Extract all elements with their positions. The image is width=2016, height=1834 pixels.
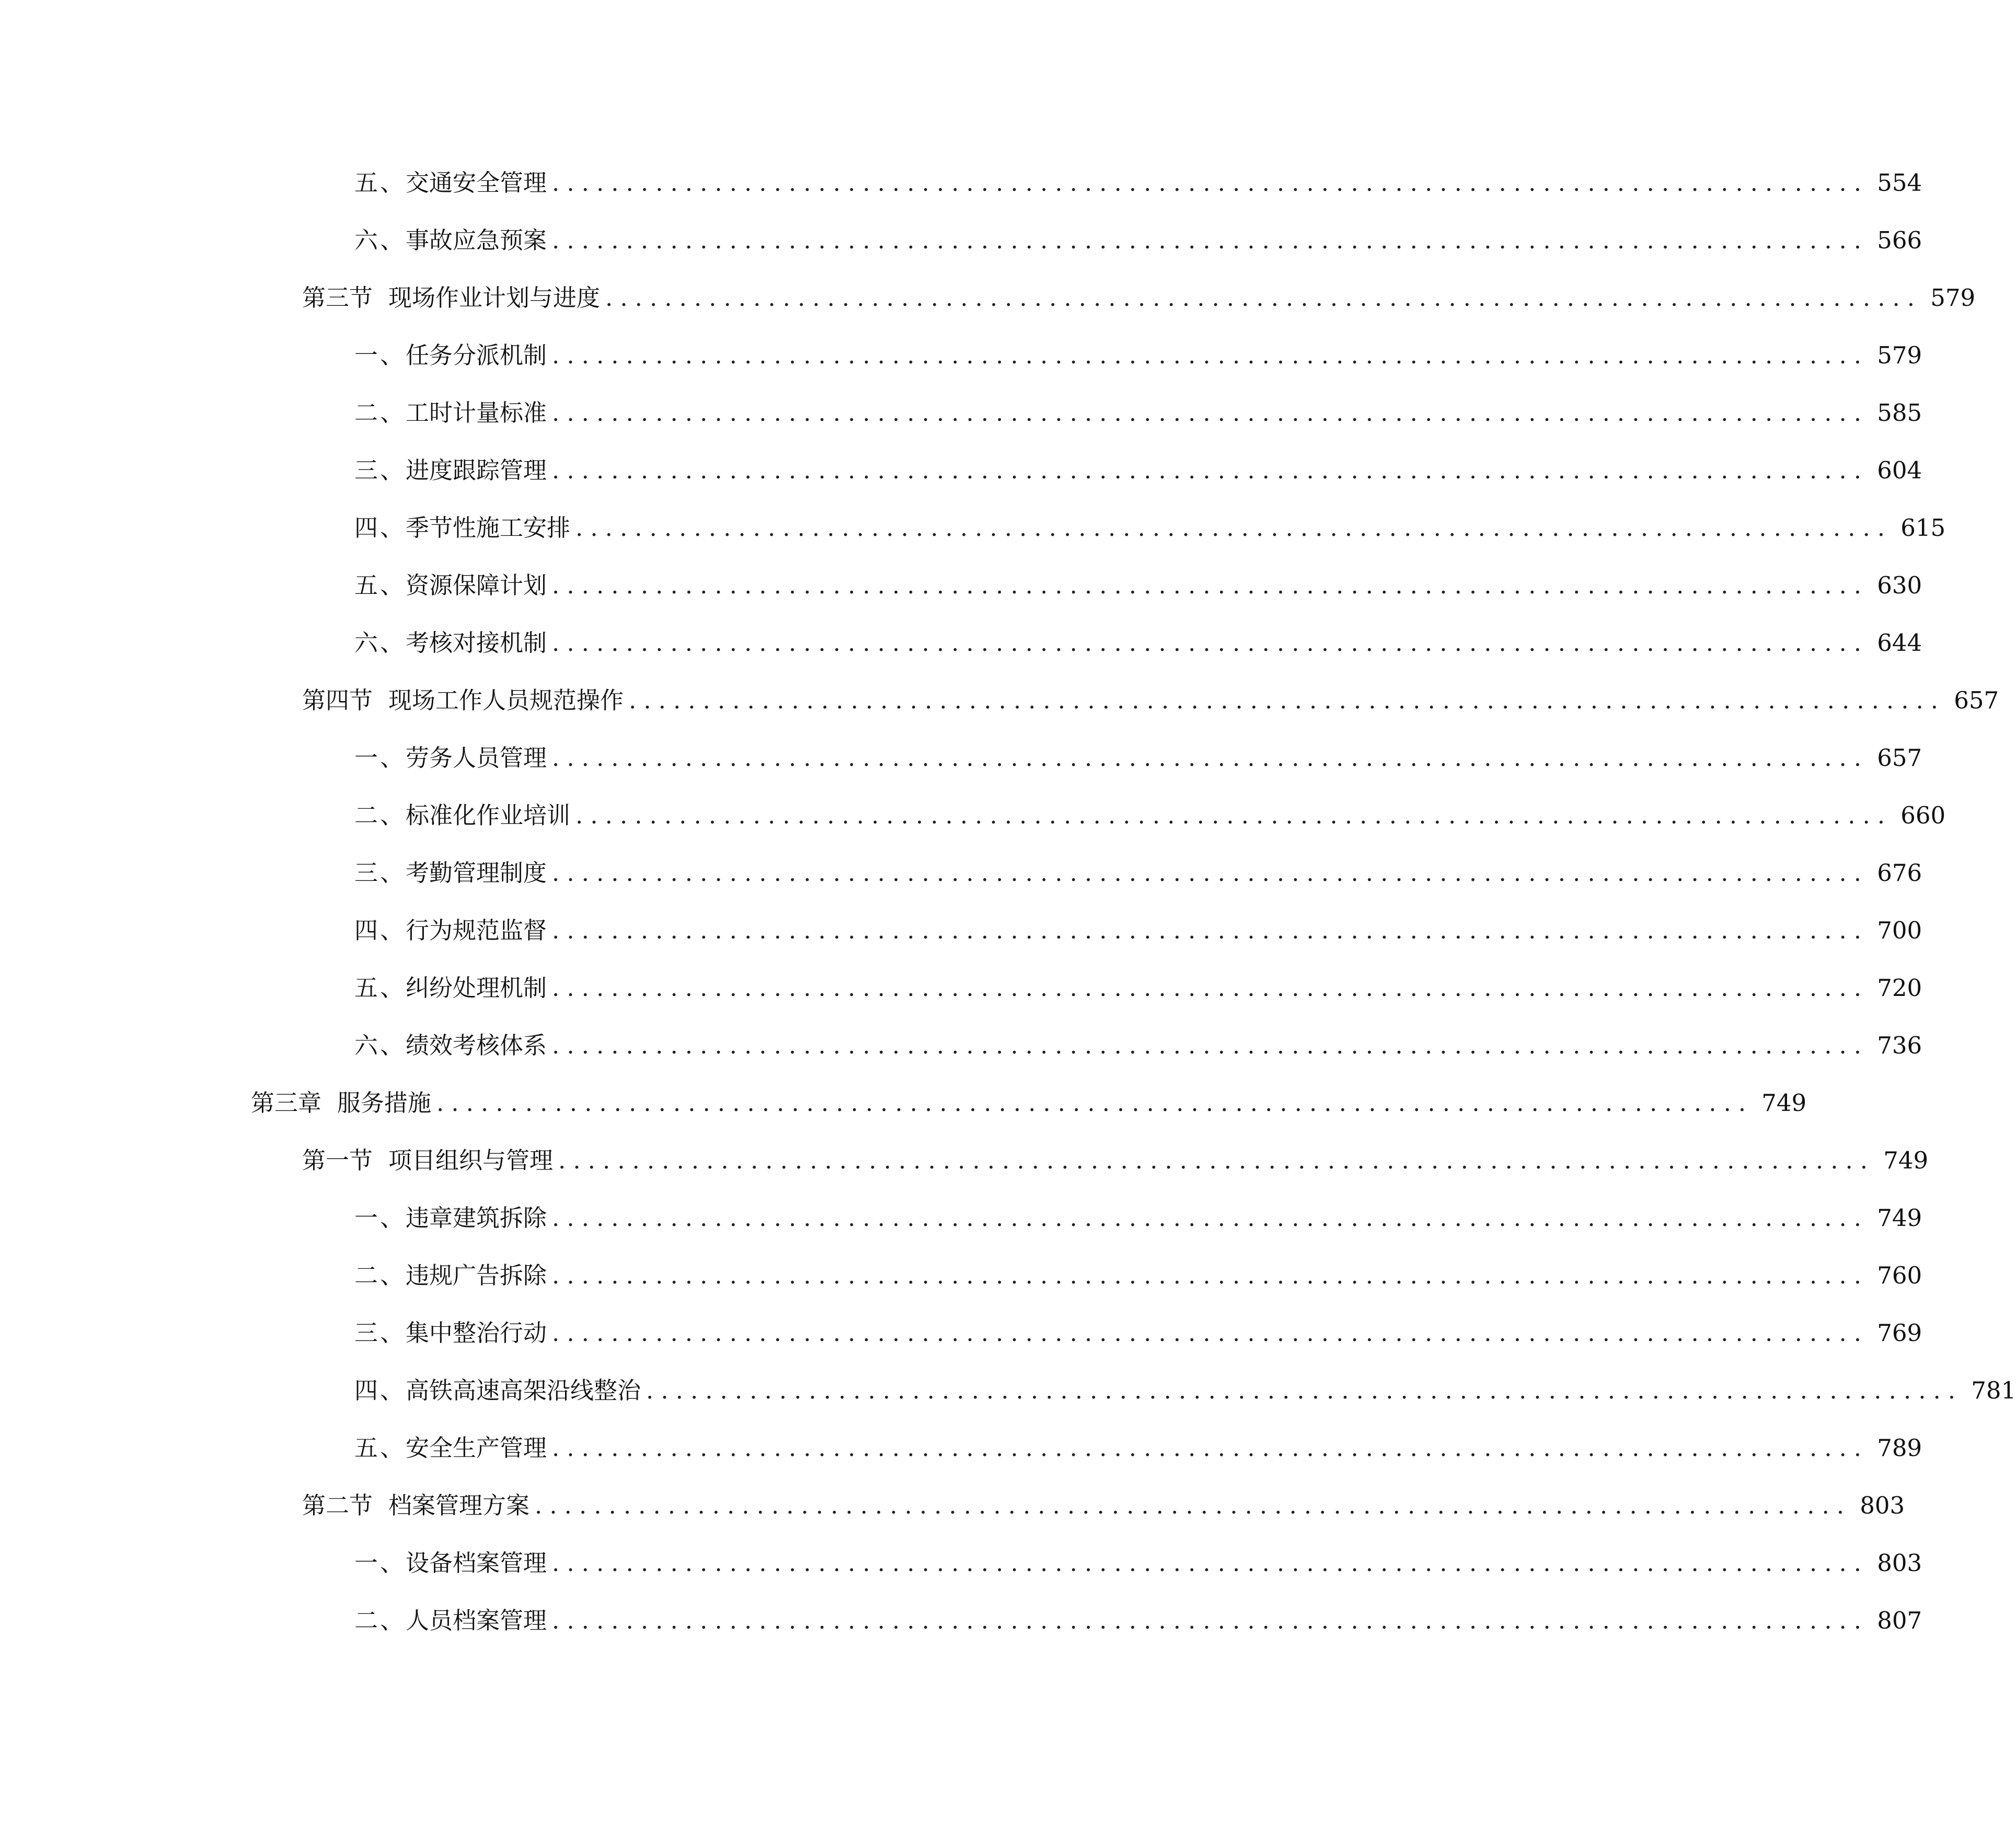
toc-entry-page: 769	[1877, 1319, 1922, 1347]
toc-entry-page: 579	[1930, 284, 1976, 312]
toc-entry-title: 考勤管理制度	[406, 859, 547, 887]
toc-entry[interactable]	[354, 795, 1946, 836]
toc-entry-page: 630	[1877, 571, 1922, 599]
toc-entry-title: 季节性施工安排	[406, 514, 571, 542]
toc-leader-dots: .........................................................................................	[575, 514, 1893, 542]
toc-entry-page: 781	[1971, 1377, 2016, 1404]
toc-entry-number: 四、	[354, 514, 406, 542]
toc-entry-title: 工时计量标准	[406, 399, 547, 427]
toc-entry-number: 六、	[354, 629, 406, 657]
toc-entry[interactable]	[354, 450, 1922, 491]
toc-entry-title: 档案管理方案	[388, 1492, 530, 1519]
toc-leader-dots: .........................................................................................	[575, 801, 1893, 829]
toc-entry-page: 789	[1877, 1434, 1922, 1462]
toc-entry[interactable]	[302, 1140, 1929, 1182]
toc-entry-title: 现场作业计划与进度	[388, 284, 601, 312]
toc-entry[interactable]	[354, 565, 1922, 606]
toc-entry[interactable]	[354, 1025, 1922, 1067]
toc-entry-page: 749	[1761, 1089, 1807, 1117]
toc-entry-number: 四、	[354, 1377, 406, 1404]
toc-entry-title: 行为规范监督	[406, 916, 547, 944]
toc-leader-dots: .........................................................................................	[552, 629, 1869, 657]
toc-leader-dots: .........................................................................................	[552, 1607, 1869, 1634]
toc-entry-title: 标准化作业培训	[406, 801, 571, 829]
toc-leader-dots: .........................................................................................	[436, 1089, 1754, 1117]
toc-entry-page: 604	[1877, 456, 1922, 484]
toc-entry[interactable]	[302, 277, 1976, 319]
toc-entry-number: 三、	[354, 1319, 406, 1347]
toc-leader-dots: .........................................................................................	[552, 571, 1869, 599]
toc-entry-number: 第一节	[302, 1147, 373, 1174]
toc-leader-dots: .........................................................................................	[552, 859, 1869, 887]
toc-entry-title: 设备档案管理	[406, 1549, 547, 1577]
toc-entry[interactable]	[354, 1427, 1922, 1469]
toc-entry-page: 657	[1877, 744, 1922, 772]
toc-entry[interactable]	[354, 622, 1922, 664]
toc-entry-page: 700	[1877, 916, 1922, 944]
toc-entry-title: 任务分派机制	[406, 341, 547, 369]
toc-entry-number: 第四节	[302, 686, 373, 714]
toc-entry[interactable]	[251, 1082, 1807, 1124]
toc-entry-title: 违章建筑拆除	[406, 1204, 547, 1232]
toc-entry[interactable]	[354, 1600, 1922, 1642]
toc-entry-title: 事故应急预案	[406, 226, 547, 254]
toc-entry[interactable]	[354, 392, 1922, 434]
toc-entry-number: 五、	[354, 169, 406, 197]
toc-entry[interactable]	[302, 680, 1999, 721]
toc-entry-page: 585	[1877, 399, 1922, 427]
toc-entry-page: 644	[1877, 629, 1922, 657]
toc-entry[interactable]	[354, 852, 1922, 894]
toc-entry-page: 720	[1877, 974, 1922, 1002]
toc-entry-page: 579	[1877, 341, 1922, 369]
toc-entry[interactable]	[354, 1312, 1922, 1354]
toc-leader-dots: .........................................................................................	[558, 1147, 1875, 1174]
toc-leader-dots: .........................................................................................	[552, 1204, 1869, 1232]
toc-entry-title: 考核对接机制	[406, 629, 547, 657]
toc-leader-dots: .........................................................................................	[552, 1031, 1869, 1059]
toc-entry-number: 三、	[354, 859, 406, 887]
toc-entry-title: 高铁高速高架沿线整治	[406, 1377, 641, 1404]
toc-entry-title: 进度跟踪管理	[406, 456, 547, 484]
toc-entry-number: 四、	[354, 916, 406, 944]
toc-leader-dots: .........................................................................................	[552, 1549, 1869, 1577]
toc-leader-dots: .........................................................................................	[552, 916, 1869, 944]
toc-entry-title: 劳务人员管理	[406, 744, 547, 772]
toc-leader-dots: .........................................................................................	[552, 1434, 1869, 1462]
toc-entry-number: 二、	[354, 399, 406, 427]
toc-entry-title: 安全生产管理	[406, 1434, 547, 1462]
toc-entry[interactable]	[354, 737, 1922, 779]
toc-entry-page: 807	[1877, 1607, 1922, 1634]
toc-entry-title: 集中整治行动	[406, 1319, 547, 1347]
toc-entry-title: 现场工作人员规范操作	[388, 686, 624, 714]
toc-leader-dots: .........................................................................................	[535, 1492, 1852, 1519]
toc-entry-page: 660	[1900, 801, 1946, 829]
toc-entry-number: 六、	[354, 226, 406, 254]
toc-entry-page: 803	[1860, 1492, 1905, 1519]
toc-entry-page: 760	[1877, 1262, 1922, 1289]
toc-entry-page: 803	[1877, 1549, 1922, 1577]
toc-leader-dots: .........................................................................................	[552, 1319, 1869, 1347]
toc-entry-page: 749	[1877, 1204, 1922, 1232]
toc-entry-title: 人员档案管理	[406, 1607, 547, 1634]
toc-entry-number: 二、	[354, 801, 406, 829]
toc-leader-dots: .........................................................................................	[552, 341, 1869, 369]
toc-entry-number: 一、	[354, 744, 406, 772]
toc-entry-number: 五、	[354, 571, 406, 599]
toc-entry-title: 违规广告拆除	[406, 1262, 547, 1289]
toc-leader-dots: .........................................................................................	[605, 284, 1922, 312]
toc-entry-title: 服务措施	[337, 1089, 432, 1117]
toc-entry-number: 三、	[354, 456, 406, 484]
toc-entry[interactable]	[354, 335, 1922, 376]
toc-entry-title: 绩效考核体系	[406, 1031, 547, 1059]
toc-entry-page: 615	[1900, 514, 1946, 542]
toc-entry[interactable]	[354, 1370, 2016, 1412]
toc-entry-title: 项目组织与管理	[388, 1147, 554, 1174]
toc-entry-title: 纠纷处理机制	[406, 974, 547, 1002]
toc-entry-number: 二、	[354, 1262, 406, 1289]
toc-entry-page: 554	[1877, 169, 1922, 197]
toc-entry[interactable]	[354, 162, 1922, 204]
toc-entry[interactable]	[354, 1197, 1922, 1239]
toc-entry[interactable]	[354, 910, 1922, 952]
toc-entry-number: 六、	[354, 1031, 406, 1059]
toc-leader-dots: .........................................................................................	[552, 744, 1869, 772]
toc-entry-number: 一、	[354, 1204, 406, 1232]
toc-entry-title: 资源保障计划	[406, 571, 547, 599]
toc-entry-title: 交通安全管理	[406, 169, 547, 197]
toc-entry[interactable]	[354, 220, 1922, 261]
toc-entry[interactable]	[302, 1485, 1905, 1527]
toc-entry-number: 第二节	[302, 1492, 373, 1519]
toc-leader-dots: .........................................................................................	[646, 1377, 1963, 1404]
toc-entry-number: 二、	[354, 1607, 406, 1634]
toc-leader-dots: .........................................................................................	[629, 686, 1946, 714]
toc-entry-number: 第三节	[302, 284, 373, 312]
toc-entry[interactable]	[354, 1542, 1922, 1584]
toc-entry-number: 五、	[354, 974, 406, 1002]
toc-leader-dots: .........................................................................................	[552, 399, 1869, 427]
toc-entry-page: 676	[1877, 859, 1922, 887]
toc-entry-number: 五、	[354, 1434, 406, 1462]
toc-entry-page: 749	[1883, 1147, 1929, 1174]
toc-entry-page: 566	[1877, 226, 1922, 254]
toc-leader-dots: .........................................................................................	[552, 974, 1869, 1002]
toc-entry-page: 657	[1954, 686, 1999, 714]
toc-entry[interactable]	[354, 1255, 1922, 1297]
toc-leader-dots: .........................................................................................	[552, 226, 1869, 254]
toc-entry-number: 第三章	[251, 1089, 322, 1117]
toc-leader-dots: .........................................................................................	[552, 456, 1869, 484]
toc-leader-dots: .........................................................................................	[552, 169, 1869, 197]
toc-entry-number: 一、	[354, 341, 406, 369]
toc-entry[interactable]	[354, 507, 1946, 549]
toc-entry-page: 736	[1877, 1031, 1922, 1059]
toc-entry-number: 一、	[354, 1549, 406, 1577]
toc-leader-dots: .........................................................................................	[552, 1262, 1869, 1289]
toc-entry[interactable]	[354, 967, 1922, 1009]
